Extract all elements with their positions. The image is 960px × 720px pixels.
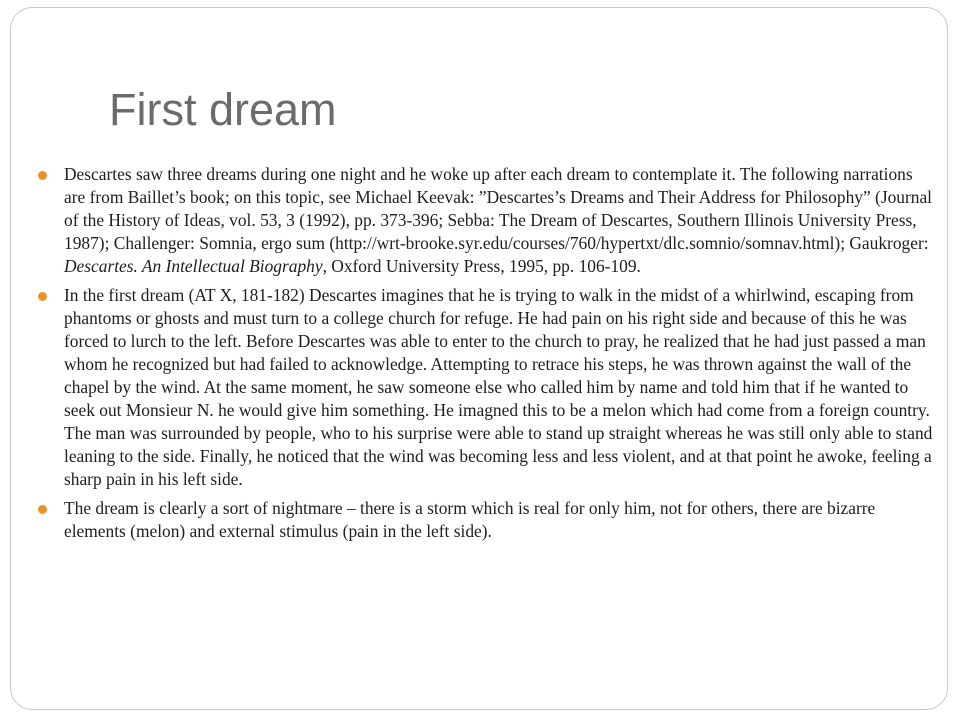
bullet-nightmare <box>38 497 934 543</box>
bullet-text: In the first dream (AT X, 181-182) Descartes imagines that he is trying to walk in the midst of a whirlwind, escaping from phantoms or ghosts and must turn to a college church for refuge. He had pain on his right side and because of this he was forced to lurch to the left. Before Descartes was able to enter to the church to pray, he realized that he had just passed a man whom he recognized but had failed to acknowledge. Attempting to retrace his steps, he was thrown against the wall of the chapel by the wind. At the same moment, he saw someone else who called him by name and told him that if he wanted to seek out Monsieur N. he would give him something. He imagned this to be a melon which had come from a foreign country. The man was surrounded by people, who to his surprise were able to stand up straight whereas he was still only able to stand leaning to the side. Finally, he noticed that the wind was becoming less and less violent, and at that point he awoke, feeling a sharp pain in his left side. <box>64 285 933 489</box>
bullet-dot-icon <box>38 292 47 301</box>
bullet-first-dream <box>38 284 934 491</box>
bullet-text-end: , Oxford University Press, 1995, pp. 106-109. <box>322 256 641 276</box>
book-title-italic: Descartes. An Intellectual Biography <box>64 256 323 276</box>
bullet-dot-icon <box>38 505 47 514</box>
bullet-references <box>38 163 934 278</box>
bullet-dot-icon <box>38 171 47 180</box>
slide-body <box>38 163 934 549</box>
bullet-text: The dream is clearly a sort of nightmare – there is a storm which is real for only him, not for others, there are bizarre elements (melon) and external stimulus (pain in the left side). <box>64 498 876 541</box>
slide-title: First dream <box>109 84 337 135</box>
bullet-text: Descartes saw three dreams during one night and he woke up after each dream to contemplate it. The following narrations are from Baillet’s book; on this topic, see Michael Keevak: ”Descartes’s Dreams and Their Address for Philosophy” (Journal of the History of Ideas, vol. 53, 3 (1992), pp. 373-396; Sebba: The Dream of Descartes, Southern Illinois University Press, 1987); Challenger: Somnia, ergo sum (http://wrt-brooke.syr.edu/courses/760/hypertxt/dlc.somnio/somnav.html); Gaukroger: <box>64 164 933 253</box>
